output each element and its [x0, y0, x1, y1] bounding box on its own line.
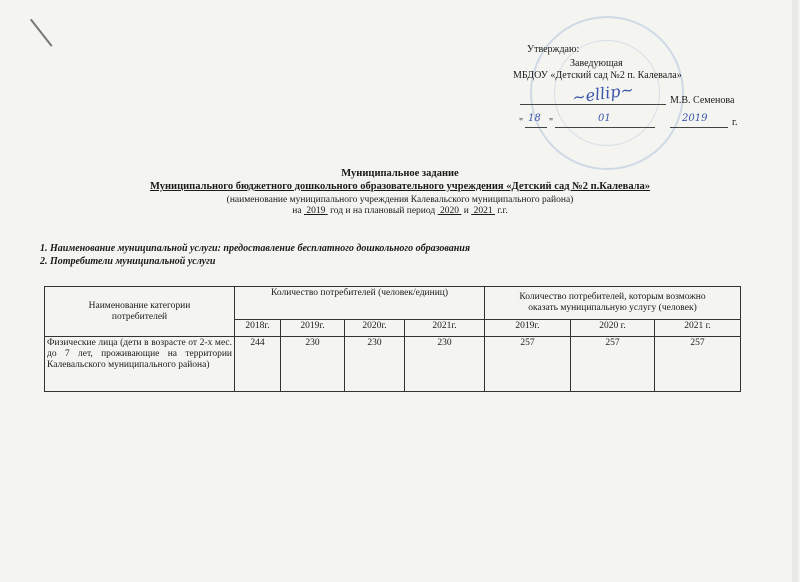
date-suffix: г. — [732, 117, 738, 128]
header-possible: Количество потребителей, которым возможно оказать муниципальную услугу (человек) — [485, 287, 741, 320]
institution-caption: (наименование муниципального учреждения Калевальского муниципального района) — [226, 195, 574, 205]
year-possible-2021: 2021 г. — [655, 320, 741, 337]
year-count-2019: 2019г. — [281, 320, 345, 337]
approver-position: Заведующая — [570, 58, 623, 69]
year-count-2021: 2021г. — [405, 320, 485, 337]
year-count-2020: 2020г. — [345, 320, 405, 337]
period-year-2: 2021 — [473, 206, 493, 216]
date-year-line — [670, 127, 728, 128]
date-month-line — [555, 127, 655, 128]
scan-artifact-line — [30, 19, 53, 47]
year-possible-2020: 2020 г. — [571, 320, 655, 337]
year-possible-2019: 2019г. — [485, 320, 571, 337]
handwritten-signature: ~ellip~ — [570, 79, 635, 108]
section-service-name: 1. Наименование муниципальной услуги: предоставление бесплатного дошкольного образования — [40, 243, 470, 254]
scan-edge — [792, 0, 798, 582]
count-2020: 230 — [345, 337, 405, 392]
approve-label: Утверждаю: — [527, 44, 580, 55]
date-month: 01 — [598, 113, 611, 124]
count-2021: 230 — [405, 337, 485, 392]
approver-organization: МБДОУ «Детский сад №2 п. Калевала» — [513, 70, 682, 81]
period-prefix: на — [292, 206, 302, 216]
row-category: Физические лица (дети в возрасте от 2-х мес. до 7 лет, проживающие на территории Калевальского муниципального района) — [45, 337, 235, 392]
table-row — [45, 337, 741, 392]
consumers-table — [44, 286, 741, 392]
period-suffix: г.г. — [497, 206, 508, 216]
section-consumers: 2. Потребители муниципальной услуги — [40, 256, 216, 267]
period-year-1: 2020 — [439, 206, 459, 216]
date-day: 18 — [528, 113, 541, 124]
year-count-2018: 2018г. — [235, 320, 281, 337]
date-year: 2019 — [682, 113, 708, 124]
possible-2021: 257 — [655, 337, 741, 392]
date-open-quote: " — [519, 117, 524, 128]
count-2019: 230 — [281, 337, 345, 392]
possible-2020: 257 — [571, 337, 655, 392]
period-year: 2019 — [306, 206, 326, 216]
date-day-line — [525, 127, 547, 128]
date-close-quote: " — [549, 117, 554, 128]
document-title: Муниципальное задание — [341, 168, 459, 179]
count-2018: 244 — [235, 337, 281, 392]
possible-2019: 257 — [485, 337, 571, 392]
period-and: и — [463, 206, 469, 216]
approver-name: М.В. Семенова — [670, 95, 735, 106]
header-category: Наименование категории потребителей — [45, 287, 235, 337]
header-count: Количество потребителей (человек/единиц) — [235, 287, 485, 320]
period-line — [0, 206, 800, 216]
period-middle: год и на плановый период — [330, 206, 436, 216]
institution-name: Муниципального бюджетного дошкольного образовательного учреждения «Детский сад №2 п.Калевала» — [149, 181, 651, 192]
